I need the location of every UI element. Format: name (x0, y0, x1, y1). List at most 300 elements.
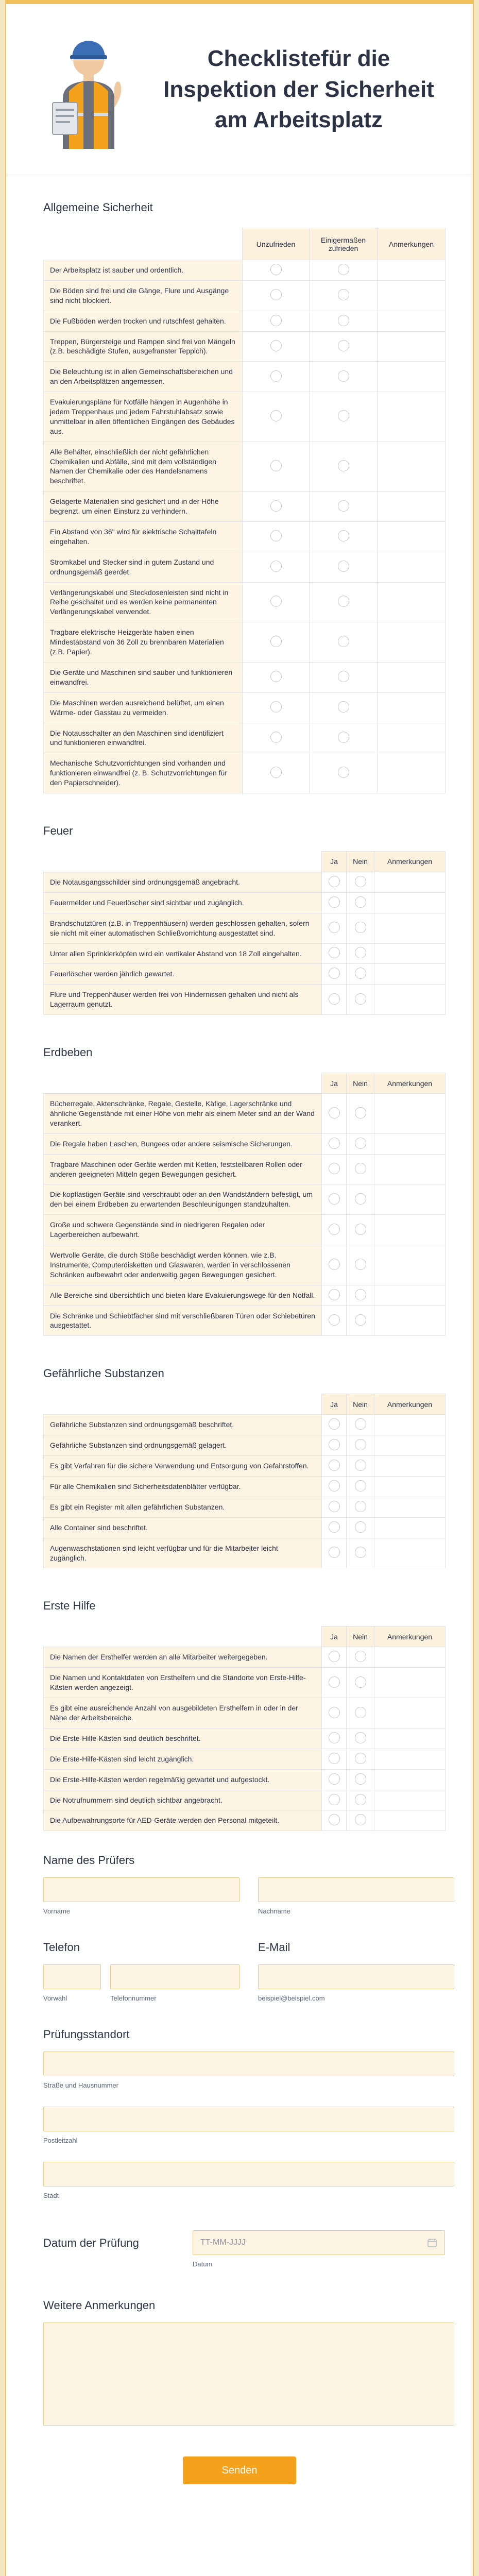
table-row (44, 1184, 446, 1215)
radio-button[interactable] (355, 1732, 366, 1743)
radio-cell (347, 1477, 374, 1497)
radio-button[interactable] (270, 701, 282, 713)
radio-cell (322, 1456, 347, 1477)
radio-button[interactable] (270, 596, 282, 607)
table-row (44, 392, 446, 442)
radio-button[interactable] (329, 876, 340, 887)
radio-cell (347, 1749, 374, 1769)
notes-cell-input[interactable] (374, 1306, 446, 1336)
radio-button[interactable] (355, 1480, 366, 1492)
row-statement: Die Aufbewahrungsorte für AED-Geräte werden den Personal mitgeteilt. (44, 1810, 322, 1831)
notes-cell-input[interactable] (374, 943, 446, 964)
radio-button[interactable] (338, 460, 349, 471)
table-row (44, 1477, 446, 1497)
notes-cell-input[interactable] (378, 260, 446, 281)
table-row (44, 723, 446, 753)
radio-button[interactable] (338, 289, 349, 300)
table-row (44, 943, 446, 964)
radio-cell (322, 892, 347, 913)
radio-cell (347, 1094, 374, 1134)
notes-cell-input[interactable] (378, 522, 446, 552)
column-header: Ja (322, 1626, 347, 1647)
notes-cell-input[interactable] (378, 311, 446, 331)
radio-button[interactable] (355, 1259, 366, 1270)
matrix-sections (6, 175, 473, 1841)
radio-cell (322, 1810, 347, 1831)
radio-cell (310, 692, 378, 723)
street-input[interactable] (43, 2052, 454, 2076)
radio-button[interactable] (338, 732, 349, 743)
date-label: Datum der Prüfung (43, 2236, 139, 2250)
notes-cell-input[interactable] (378, 492, 446, 522)
radio-cell (322, 1517, 347, 1538)
row-statement: Flure und Treppenhäuser werden frei von Hindernissen gehalten und nicht als Lagerraum genutzt. (44, 985, 322, 1015)
radio-button[interactable] (270, 671, 282, 682)
row-statement: Alle Bereiche sind übersichtlich und bieten klare Evakuierungswege für den Notfall. (44, 1285, 322, 1306)
matrix-corner (44, 1626, 322, 1647)
radio-button[interactable] (355, 1521, 366, 1533)
notes-cell-input[interactable] (378, 362, 446, 392)
radio-button[interactable] (338, 500, 349, 512)
radio-button[interactable] (329, 1651, 340, 1662)
first-name-sublabel: Vorname (43, 1907, 71, 1916)
radio-cell (322, 1647, 347, 1668)
notes-cell-input[interactable] (374, 1538, 446, 1568)
radio-button[interactable] (355, 1138, 366, 1149)
table-row (44, 1245, 446, 1285)
radio-cell (322, 1245, 347, 1285)
radio-cell (243, 522, 310, 552)
submit-area (6, 2436, 473, 2484)
row-statement: Die Maschinen werden ausreichend belüftet, um einen Wärme- oder Gasstau zu vermeiden. (44, 692, 243, 723)
radio-cell (322, 1306, 347, 1336)
table-row (44, 1215, 446, 1245)
radio-cell (243, 582, 310, 622)
radio-button[interactable] (355, 968, 366, 979)
notes-cell-input[interactable] (374, 892, 446, 913)
column-header: Unzufrieden (243, 228, 310, 260)
radio-button[interactable] (329, 1259, 340, 1270)
row-statement: Die Fußböden werden trocken und rutschfest gehalten. (44, 311, 243, 331)
row-statement: Stromkabel und Stecker sind in gutem Zustand und ordnungsgemäß geerdet. (44, 552, 243, 582)
radio-button[interactable] (329, 968, 340, 979)
matrix-section (6, 175, 473, 804)
radio-button[interactable] (355, 1314, 366, 1326)
phone-field (43, 1941, 239, 2002)
radio-button[interactable] (355, 1107, 366, 1118)
radio-cell (322, 1184, 347, 1215)
radio-cell (310, 442, 378, 492)
radio-cell (347, 1810, 374, 1831)
last-name-input[interactable] (258, 1877, 454, 1902)
row-statement: Große und schwere Gegenstände sind in niedrigeren Regalen oder Lagerbereichen aufbewahrt. (44, 1215, 322, 1245)
radio-cell (243, 723, 310, 753)
first-name-input[interactable] (43, 1877, 239, 1902)
notes-cell-input[interactable] (378, 280, 446, 311)
radio-button[interactable] (329, 1224, 340, 1235)
notes-cell-input[interactable] (378, 582, 446, 622)
table-row (44, 552, 446, 582)
radio-button[interactable] (270, 500, 282, 512)
row-statement: Die kopflastigen Geräte sind verschraubt oder an den Wandständern befestigt, um den bei einem Erdbeben zu erwartenden Beschleunigungen standzuhalten. (44, 1184, 322, 1215)
matrix-section (6, 1579, 473, 1841)
radio-button[interactable] (338, 701, 349, 713)
table-row (44, 753, 446, 793)
table-row (44, 985, 446, 1015)
row-statement: Die Erste-Hilfe-Kästen sind leicht zugänglich. (44, 1749, 322, 1769)
zip-input[interactable] (43, 2107, 454, 2131)
radio-cell (322, 1728, 347, 1749)
notes-cell-input[interactable] (378, 552, 446, 582)
notes-cell-input[interactable] (374, 1245, 446, 1285)
checklist-matrix (43, 228, 446, 793)
radio-button[interactable] (355, 1224, 366, 1235)
radio-cell (310, 753, 378, 793)
radio-button[interactable] (338, 636, 349, 647)
phone-number-sublabel: Telefonnummer (110, 1994, 157, 2003)
radio-button[interactable] (329, 1193, 340, 1205)
radio-cell (310, 582, 378, 622)
radio-button[interactable] (355, 1651, 366, 1662)
notes-cell-input[interactable] (374, 1285, 446, 1306)
radio-button[interactable] (270, 340, 282, 351)
radio-cell (310, 723, 378, 753)
radio-button[interactable] (329, 1439, 340, 1450)
matrix-corner (44, 1394, 322, 1415)
date-placeholder: TT-MM-JJJJ (200, 2238, 246, 2247)
row-statement: Die Böden sind frei und die Gänge, Flure und Ausgänge sind nicht blockiert. (44, 280, 243, 311)
table-row (44, 1517, 446, 1538)
row-statement: Die Notausschalter an den Maschinen sind identifiziert und funktionieren einwandfrei. (44, 723, 243, 753)
location-label: Prüfungsstandort (43, 2028, 130, 2041)
column-header: Nein (347, 851, 374, 872)
radio-cell (322, 1133, 347, 1154)
radio-button[interactable] (355, 1547, 366, 1558)
row-statement: Die Geräte und Maschinen sind sauber und funktionieren einwandfrei. (44, 662, 243, 692)
date-input[interactable] (193, 2230, 445, 2255)
radio-cell (322, 1698, 347, 1728)
radio-cell (322, 1790, 347, 1810)
radio-button[interactable] (270, 410, 282, 421)
radio-button[interactable] (338, 530, 349, 541)
radio-button[interactable] (329, 896, 340, 908)
checklist-matrix (43, 1626, 446, 1831)
city-input[interactable] (43, 2162, 454, 2187)
row-statement: Die Namen und Kontaktdaten von Ersthelfern und die Standorte von Erste-Hilfe-Kästen werden angezeigt. (44, 1668, 322, 1698)
area-code-input[interactable] (43, 1964, 101, 1989)
notes-cell-input[interactable] (374, 1810, 446, 1831)
safety-worker-icon (42, 30, 135, 149)
column-header: Nein (347, 1073, 374, 1094)
radio-button[interactable] (329, 947, 340, 958)
radio-button[interactable] (355, 896, 366, 908)
radio-cell (243, 753, 310, 793)
row-statement: Es gibt ein Register mit allen gefährlichen Substanzen. (44, 1497, 322, 1517)
row-statement: Mechanische Schutzvorrichtungen sind vorhanden und funktionieren einwandfrei (z. B. Schutzvorrichtungen für den Papierschneider). (44, 753, 243, 793)
radio-button[interactable] (338, 340, 349, 351)
notes-cell-input[interactable] (374, 1133, 446, 1154)
phone-label: Telefon (43, 1941, 80, 1954)
notes-cell-input[interactable] (374, 1456, 446, 1477)
table-row (44, 1728, 446, 1749)
table-row (44, 1154, 446, 1184)
notes-cell-input[interactable] (378, 692, 446, 723)
row-statement: Unter allen Sprinklerköpfen wird ein vertikaler Abstand von 18 Zoll eingehalten. (44, 943, 322, 964)
radio-cell (347, 1154, 374, 1184)
section-title: Erdbeben (43, 1046, 93, 1059)
radio-button[interactable] (329, 1753, 340, 1764)
radio-cell (310, 392, 378, 442)
row-statement: Die Namen der Ersthelfer werden an alle Mitarbeiter weitergegeben. (44, 1647, 322, 1668)
row-statement: Alle Container sind beschriftet. (44, 1517, 322, 1538)
radio-button[interactable] (329, 1547, 340, 1558)
section-title: Allgemeine Sicherheit (43, 201, 153, 214)
radio-button[interactable] (355, 1814, 366, 1825)
notes-cell-input[interactable] (374, 1215, 446, 1245)
date-field (6, 2210, 473, 2278)
notes-cell-input[interactable] (378, 723, 446, 753)
radio-button[interactable] (338, 315, 349, 326)
radio-button[interactable] (329, 993, 340, 1005)
notes-cell-input[interactable] (374, 1477, 446, 1497)
row-statement: Evakuierungspläne für Notfälle hängen in Augenhöhe in jedem Treppenhaus und jedem Fahrstuhlabsatz sowie unmittelbar in allen öffentlichen Eingängen des Gebäudes aus. (44, 392, 243, 442)
matrix-section (6, 1025, 473, 1346)
radio-button[interactable] (355, 1707, 366, 1718)
radio-cell (243, 280, 310, 311)
notes-cell-input[interactable] (378, 331, 446, 362)
radio-cell (347, 1668, 374, 1698)
radio-cell (347, 1769, 374, 1790)
radio-button[interactable] (355, 1289, 366, 1300)
table-row (44, 1647, 446, 1668)
radio-cell (310, 280, 378, 311)
notes-cell-input[interactable] (378, 662, 446, 692)
row-statement: Die Schränke und Schiebtfächer sind mit verschließbaren Türen oder Schiebetüren ausgestattet. (44, 1306, 322, 1336)
radio-cell (347, 964, 374, 985)
row-statement: Der Arbeitsplatz ist sauber und ordentlich. (44, 260, 243, 281)
location-field (6, 2012, 473, 2210)
table-row (44, 362, 446, 392)
radio-button[interactable] (338, 561, 349, 572)
notes-cell-input[interactable] (378, 392, 446, 442)
street-sublabel: Straße und Hausnummer (43, 2081, 118, 2090)
radio-button[interactable] (270, 264, 282, 275)
radio-button[interactable] (355, 1418, 366, 1430)
radio-button[interactable] (329, 1460, 340, 1471)
title-line: Checklistefür die (207, 46, 390, 72)
radio-button[interactable] (270, 370, 282, 382)
table-row (44, 1456, 446, 1477)
radio-button[interactable] (329, 922, 340, 933)
radio-button[interactable] (355, 1676, 366, 1688)
radio-button[interactable] (338, 370, 349, 382)
radio-cell (347, 1517, 374, 1538)
radio-button[interactable] (329, 1289, 340, 1300)
radio-cell (347, 1133, 374, 1154)
radio-button[interactable] (329, 1107, 340, 1118)
column-header: Anmerkungen (374, 1073, 446, 1094)
notes-cell-input[interactable] (374, 1728, 446, 1749)
radio-button[interactable] (355, 1794, 366, 1805)
row-statement: Die Beleuchtung ist in allen Gemeinschaftsbereichen und an den Arbeitsplätzen angemessen. (44, 362, 243, 392)
matrix-corner (44, 1073, 322, 1094)
notes-cell-input[interactable] (374, 1184, 446, 1215)
radio-cell (347, 1306, 374, 1336)
submit-button[interactable]: Senden (183, 2456, 296, 2484)
phone-number-input[interactable] (110, 1964, 239, 1989)
radio-button[interactable] (329, 1794, 340, 1805)
notes-cell-input[interactable] (374, 964, 446, 985)
radio-cell (322, 1497, 347, 1517)
radio-cell (347, 913, 374, 943)
radio-button[interactable] (355, 922, 366, 933)
radio-button[interactable] (355, 1773, 366, 1785)
radio-button[interactable] (355, 1753, 366, 1764)
row-statement: Die Notausgangsschilder sind ordnungsgemäß angebracht. (44, 872, 322, 892)
radio-button[interactable] (270, 767, 282, 778)
radio-cell (322, 1749, 347, 1769)
radio-button[interactable] (329, 1418, 340, 1430)
radio-button[interactable] (270, 530, 282, 541)
radio-button[interactable] (270, 561, 282, 572)
column-header: Ja (322, 851, 347, 872)
radio-button[interactable] (270, 315, 282, 326)
row-statement: Feuermelder und Feuerlöscher sind sichtbar und zugänglich. (44, 892, 322, 913)
column-header: Nein (347, 1394, 374, 1415)
radio-cell (310, 362, 378, 392)
radio-button[interactable] (329, 1676, 340, 1688)
notes-cell-input[interactable] (374, 1698, 446, 1728)
radio-button[interactable] (338, 596, 349, 607)
radio-cell (310, 331, 378, 362)
radio-button[interactable] (329, 1773, 340, 1785)
radio-cell (347, 1285, 374, 1306)
table-row (44, 964, 446, 985)
notes-cell-input[interactable] (378, 622, 446, 663)
radio-cell (243, 662, 310, 692)
radio-button[interactable] (329, 1314, 340, 1326)
radio-button[interactable] (329, 1814, 340, 1825)
radio-button[interactable] (338, 671, 349, 682)
notes-cell-input[interactable] (374, 1094, 446, 1134)
notes-cell-input[interactable] (374, 1517, 446, 1538)
notes-cell-input[interactable] (374, 1749, 446, 1769)
table-row (44, 1285, 446, 1306)
notes-label: Weitere Anmerkungen (43, 2299, 156, 2312)
radio-button[interactable] (329, 1501, 340, 1512)
radio-button[interactable] (355, 1163, 366, 1174)
notes-cell-input[interactable] (374, 1415, 446, 1435)
radio-cell (322, 872, 347, 892)
radio-button[interactable] (329, 1732, 340, 1743)
notes-cell-input[interactable] (374, 1497, 446, 1517)
radio-button[interactable] (270, 636, 282, 647)
radio-cell (322, 1668, 347, 1698)
notes-cell-input[interactable] (374, 1435, 446, 1456)
radio-button[interactable] (329, 1521, 340, 1533)
radio-button[interactable] (329, 1707, 340, 1718)
radio-button[interactable] (270, 289, 282, 300)
form-title (135, 43, 452, 135)
radio-button[interactable] (355, 876, 366, 887)
radio-button[interactable] (355, 947, 366, 958)
radio-button[interactable] (329, 1480, 340, 1492)
radio-button[interactable] (355, 993, 366, 1005)
radio-button[interactable] (355, 1501, 366, 1512)
radio-button[interactable] (270, 460, 282, 471)
radio-button[interactable] (338, 767, 349, 778)
title-line: am Arbeitsplatz (214, 107, 383, 133)
table-row (44, 1415, 446, 1435)
radio-cell (243, 311, 310, 331)
table-row (44, 913, 446, 943)
notes-cell-input[interactable] (378, 442, 446, 492)
notes-cell-input[interactable] (374, 1769, 446, 1790)
radio-cell (347, 1415, 374, 1435)
radio-button[interactable] (338, 410, 349, 421)
table-row (44, 662, 446, 692)
table-row (44, 280, 446, 311)
email-field (258, 1941, 454, 2002)
notes-cell-input[interactable] (374, 913, 446, 943)
row-statement: Ein Abstand von 36" wird für elektrische Schalttafeln eingehalten. (44, 522, 243, 552)
notes-cell-input[interactable] (374, 985, 446, 1015)
radio-button[interactable] (270, 732, 282, 743)
radio-cell (322, 1285, 347, 1306)
row-statement: Die Erste-Hilfe-Kästen sind deutlich beschriftet. (44, 1728, 322, 1749)
column-header: Anmerkungen (374, 1626, 446, 1647)
table-row (44, 442, 446, 492)
radio-cell (243, 492, 310, 522)
table-row (44, 582, 446, 622)
radio-cell (347, 1728, 374, 1749)
radio-button[interactable] (329, 1163, 340, 1174)
notes-cell-input[interactable] (374, 1647, 446, 1668)
inspector-name-field (6, 1841, 473, 1925)
radio-button[interactable] (355, 1460, 366, 1471)
table-row (44, 331, 446, 362)
matrix-corner (44, 851, 322, 872)
radio-cell (322, 985, 347, 1015)
notes-cell-input[interactable] (374, 1790, 446, 1810)
radio-button[interactable] (329, 1138, 340, 1149)
notes-cell-input[interactable] (374, 872, 446, 892)
notes-textarea[interactable] (43, 2323, 454, 2426)
calendar-icon[interactable] (427, 2238, 437, 2248)
notes-cell-input[interactable] (374, 1668, 446, 1698)
notes-cell-input[interactable] (374, 1154, 446, 1184)
table-row (44, 1133, 446, 1154)
matrix-corner (44, 228, 243, 260)
radio-cell (243, 552, 310, 582)
notes-cell-input[interactable] (378, 753, 446, 793)
email-input[interactable] (258, 1964, 454, 1989)
radio-button[interactable] (338, 264, 349, 275)
table-row (44, 892, 446, 913)
row-statement: Wertvolle Geräte, die durch Stöße beschädigt werden können, wie z.B. Instrumente, Computerdisketten und Glaswaren, werden in verschlossenen Schränken aufbewahrt oder anderweitig gegen Bewegungen gesichert. (44, 1245, 322, 1285)
table-row (44, 692, 446, 723)
row-statement: Gelagerte Materialien sind gesichert und in der Höhe begrenzt, um einen Einsturz zu verhindern. (44, 492, 243, 522)
radio-button[interactable] (355, 1439, 366, 1450)
radio-cell (347, 1215, 374, 1245)
radio-button[interactable] (355, 1193, 366, 1205)
contact-fields (6, 1925, 473, 2012)
radio-cell (347, 1790, 374, 1810)
radio-cell (243, 331, 310, 362)
row-statement: Es gibt Verfahren für die sichere Verwendung und Entsorgung von Gefahrstoffen. (44, 1456, 322, 1477)
inspector-name-label: Name des Prüfers (43, 1854, 135, 1867)
matrix-section (6, 1346, 473, 1579)
